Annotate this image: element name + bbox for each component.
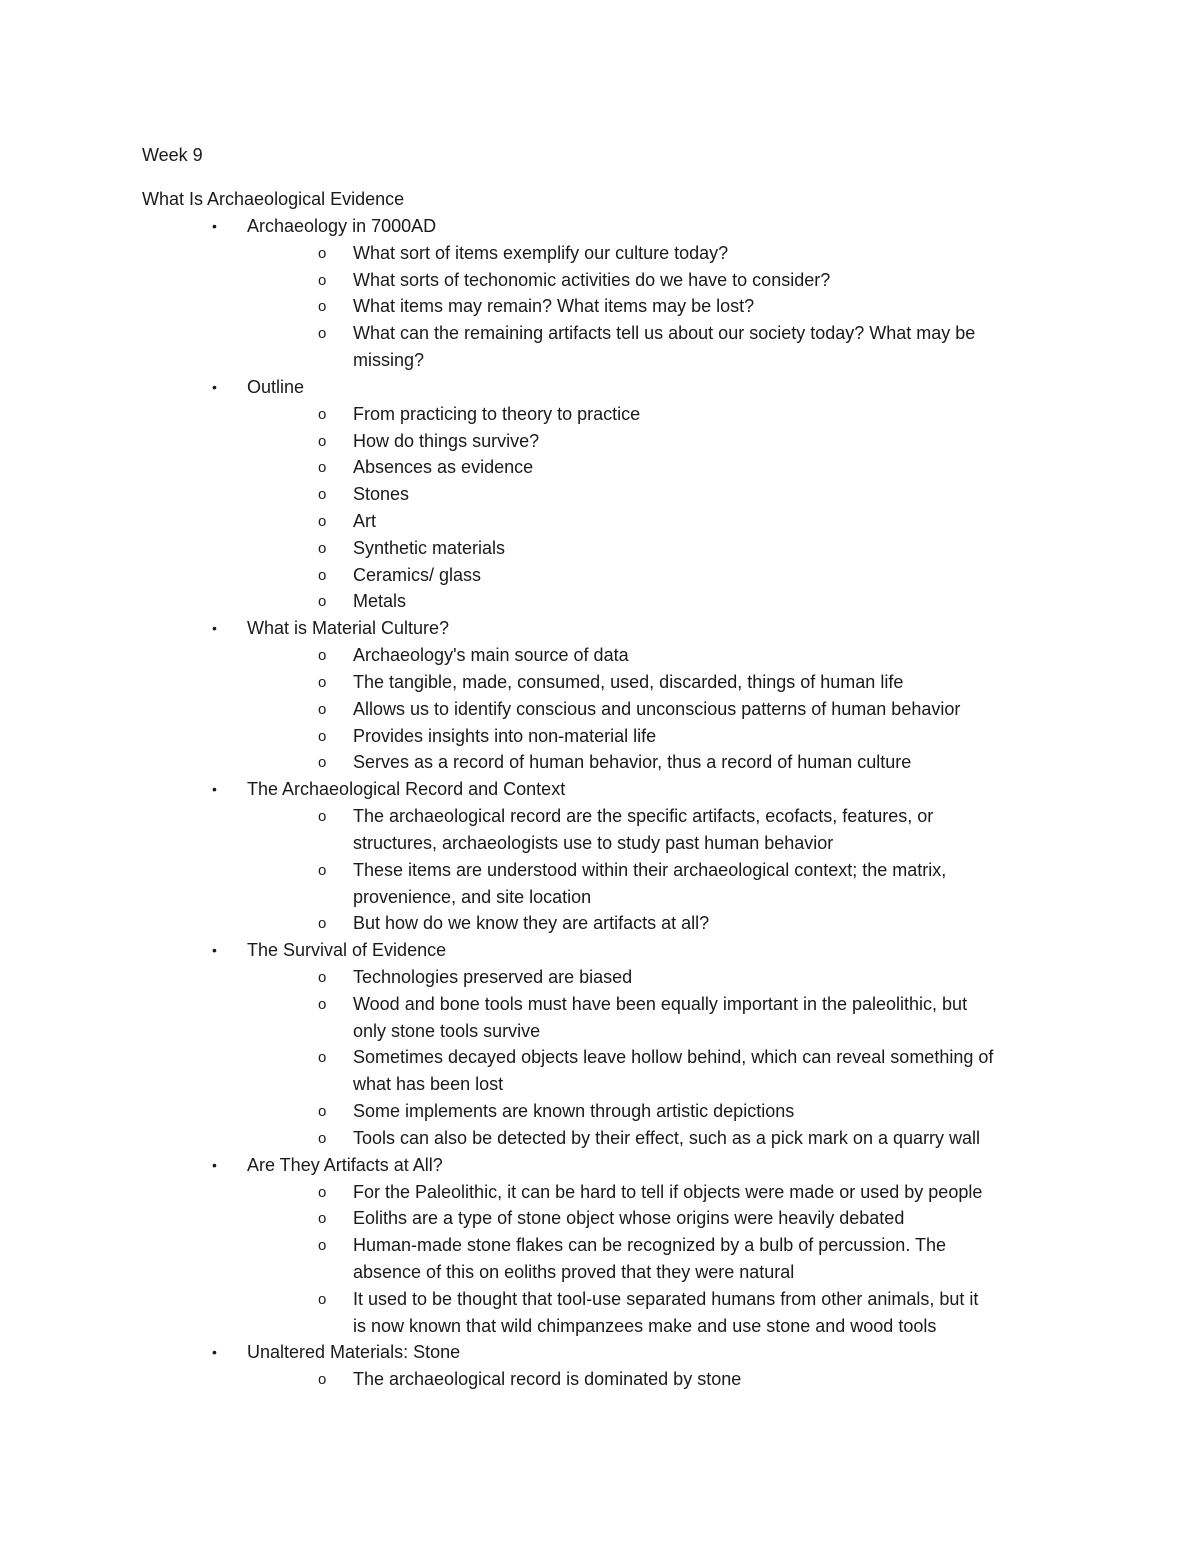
sub-bullet-marker: o <box>318 808 327 826</box>
sub-item-text: absence of this on eoliths proved that they were natural <box>353 1261 795 1282</box>
sub-item-text: Sometimes decayed objects leave hollow behind, which can reveal something of <box>353 1047 994 1068</box>
sub-item-text: The tangible, made, consumed, used, discarded, things of human life <box>353 671 904 692</box>
section-heading: What is Material Culture? <box>247 618 450 639</box>
sub-bullet-marker: o <box>318 405 327 423</box>
sub-bullet-marker: o <box>318 1210 327 1228</box>
sub-bullet-marker: o <box>318 593 327 611</box>
sub-item-text: provenience, and site location <box>353 886 592 907</box>
sub-bullet-marker: o <box>318 298 327 316</box>
sub-item-text: From practicing to theory to practice <box>353 403 641 424</box>
bullet-marker: • <box>212 378 217 395</box>
sub-bullet-marker: o <box>318 513 327 531</box>
sub-item-text: But how do we know they are artifacts at all? <box>353 913 710 934</box>
sub-bullet-marker: o <box>318 1103 327 1121</box>
section-heading: The Survival of Evidence <box>247 940 447 961</box>
sub-item-text: The archaeological record are the specific artifacts, ecofacts, features, or <box>353 806 934 827</box>
sub-bullet-marker: o <box>318 915 327 933</box>
sub-item-text: Synthetic materials <box>353 537 506 558</box>
sub-item-text: Tools can also be detected by their effect, such as a pick mark on a quarry wall <box>353 1127 980 1148</box>
bullet-marker: • <box>212 942 217 959</box>
sub-item-text: What sorts of techonomic activities do we have to consider? <box>353 269 831 290</box>
sub-item-text: is now known that wild chimpanzees make and use stone and wood tools <box>353 1315 937 1336</box>
section-heading: Are They Artifacts at All? <box>247 1154 443 1175</box>
bullet-marker: • <box>212 1344 217 1361</box>
sub-item-text: Absences as evidence <box>353 457 534 478</box>
sub-item-text: What sort of items exemplify our culture today? <box>353 242 729 263</box>
sub-bullet-marker: o <box>318 1049 327 1067</box>
bullet-marker: • <box>212 620 217 637</box>
sub-bullet-marker: o <box>318 1129 327 1147</box>
sub-bullet-marker: o <box>318 271 327 289</box>
sub-item-text: The archaeological record is dominated by stone <box>353 1369 742 1390</box>
sub-bullet-marker: o <box>318 968 327 986</box>
sub-bullet-marker: o <box>318 647 327 665</box>
sub-item-text: what has been lost <box>353 1074 504 1095</box>
bullet-marker: • <box>212 781 217 798</box>
sub-bullet-marker: o <box>318 244 327 262</box>
section-heading: The Archaeological Record and Context <box>247 779 566 800</box>
sub-bullet-marker: o <box>318 995 327 1013</box>
section-heading: Archaeology in 7000AD <box>247 216 437 236</box>
sub-item-text: For the Paleolithic, it can be hard to tell if objects were made or used by people <box>353 1181 983 1202</box>
sub-bullet-marker: o <box>318 673 327 691</box>
sub-item-text: Ceramics/ glass <box>353 564 482 585</box>
sub-item-text: structures, archaeologists use to study past human behavior <box>353 832 834 853</box>
sub-bullet-marker: o <box>318 486 327 504</box>
sub-bullet-marker: o <box>318 700 327 718</box>
sub-item-text: Serves as a record of human behavior, thus a record of human culture <box>353 752 912 773</box>
sub-bullet-marker: o <box>318 459 327 477</box>
sub-item-text: Archaeology's main source of data <box>353 645 629 666</box>
sub-item-text: How do things survive? <box>353 430 540 451</box>
sub-item-text: Metals <box>353 591 407 612</box>
bullet-marker: • <box>212 1156 217 1173</box>
sub-bullet-marker: o <box>318 1290 327 1308</box>
sub-item-text: Eoliths are a type of stone object whose origins were heavily debated <box>353 1208 905 1229</box>
section-heading: Outline <box>247 376 305 397</box>
sub-bullet-marker: o <box>318 727 327 745</box>
sub-item-text: missing? <box>353 350 425 371</box>
sub-item-text: Stones <box>353 484 410 505</box>
sub-bullet-marker: o <box>318 325 327 343</box>
sub-item-text: Art <box>353 511 377 532</box>
sub-bullet-marker: o <box>318 432 327 450</box>
sub-bullet-marker: o <box>318 861 327 879</box>
sub-item-text: only stone tools survive <box>353 1020 541 1041</box>
sub-item-text: Provides insights into non-material life <box>353 725 657 746</box>
sub-item-text: Some implements are known through artistic depictions <box>353 1101 795 1122</box>
sub-item-text: These items are understood within their archaeological context; the matrix, <box>353 859 947 880</box>
section-heading: Unaltered Materials: Stone <box>247 1342 461 1363</box>
sub-bullet-marker: o <box>318 566 327 584</box>
sub-item-text: What can the remaining artifacts tell us about our society today? What may be <box>353 323 976 344</box>
sub-bullet-marker: o <box>318 1183 327 1201</box>
page-title: What Is Archaeological Evidence <box>142 189 405 209</box>
sub-bullet-marker: o <box>318 1237 327 1255</box>
sub-item-text: Technologies preserved are biased <box>353 966 633 987</box>
sub-item-text: It used to be thought that tool-use separated humans from other animals, but it <box>353 1288 979 1309</box>
sub-item-text: Wood and bone tools must have been equally important in the paleolithic, but <box>353 993 968 1014</box>
sub-item-text: Human-made stone flakes can be recognized by a bulb of percussion. The <box>353 1235 947 1256</box>
sub-bullet-marker: o <box>318 539 327 557</box>
sub-bullet-marker: o <box>318 1371 327 1389</box>
week-label: Week 9 <box>142 145 203 165</box>
sub-item-text: What items may remain? What items may be lost? <box>353 296 755 317</box>
bullet-marker: • <box>212 218 217 234</box>
sub-bullet-marker: o <box>318 754 327 772</box>
sub-item-text: Allows us to identify conscious and unconscious patterns of human behavior <box>353 698 961 719</box>
